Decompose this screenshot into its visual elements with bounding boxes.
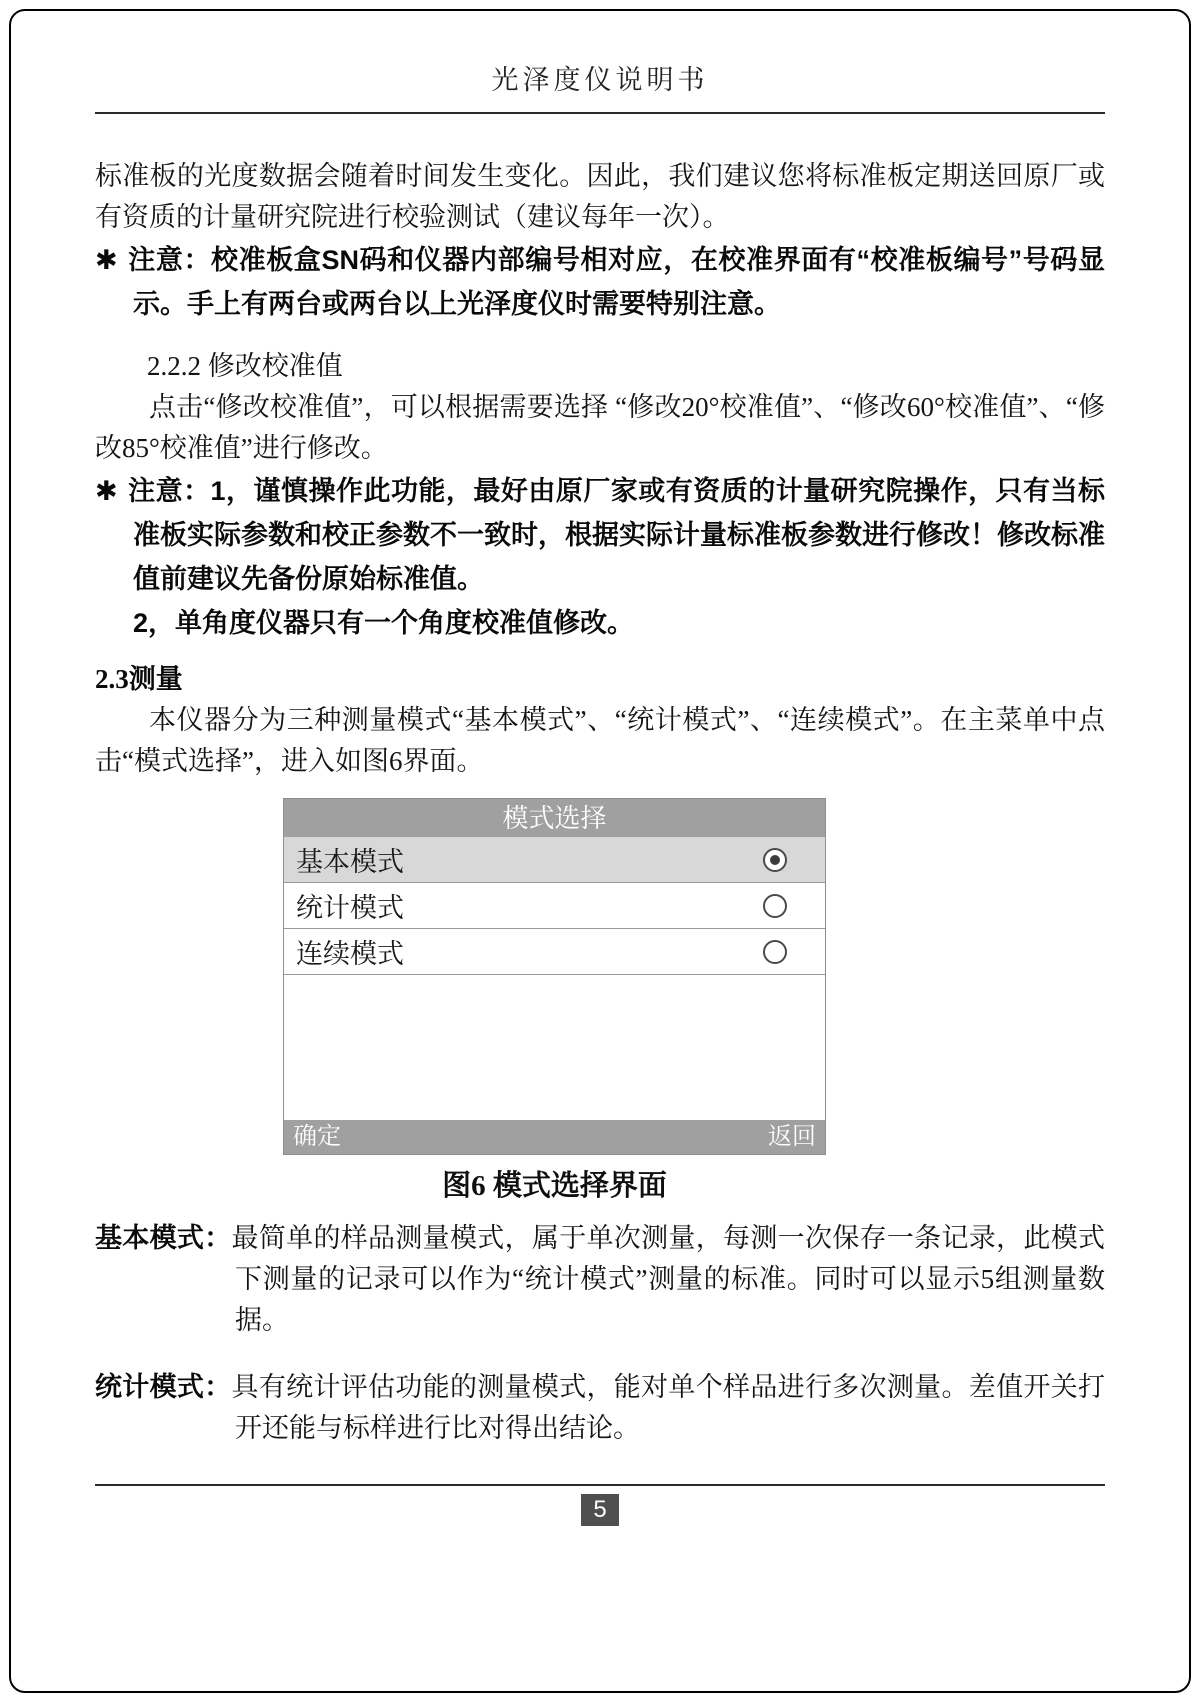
header-divider	[95, 112, 1105, 114]
definition-term: 基本模式：	[95, 1223, 232, 1253]
back-button: 返回	[768, 1123, 816, 1150]
section-2-2-2-heading: 2.2.2 修改校准值	[147, 351, 343, 381]
radio-unselected-icon	[763, 940, 787, 964]
screen-bottombar	[284, 1120, 825, 1154]
para-standard-board: 标准板的光度数据会随着时间发生变化。因此，我们建议您将标准板定期送回原厂或有资质的计量研究院进行校验测试（建议每年一次）。	[95, 161, 1105, 232]
page-number-wrap	[95, 1494, 1105, 1526]
definition-term: 统计模式：	[95, 1372, 232, 1402]
mode-row-label: 统计模式	[296, 893, 404, 923]
figure-caption: 图6 模式选择界面	[442, 1170, 667, 1202]
definition-desc: 具有统计评估功能的测量模式，能对单个样品进行多次测量。差值开关打开还能与标样进行比对得出结论。	[231, 1372, 1106, 1443]
note-calibration-sn	[95, 238, 1105, 326]
definition-basic-mode	[95, 1218, 1105, 1341]
section-2-3-heading: 2.3测量	[95, 664, 183, 694]
note-modify-warning	[95, 469, 1105, 601]
mode-select-screen-figure	[283, 798, 826, 1155]
note-modify-warning-2: 2，单角度仪器只有一个角度校准值修改。	[133, 608, 635, 638]
mode-row-2	[284, 929, 825, 975]
footer-divider	[95, 1484, 1105, 1486]
page-footer	[95, 1484, 1105, 1526]
radio-selected-icon	[763, 848, 787, 872]
ok-button: 确定	[293, 1123, 341, 1150]
para-modify-calibration: 点击“修改校准值”，可以根据需要选择 “修改20°校准值”、“修改60°校准值”、“修改85°校准值”进行修改。	[95, 392, 1105, 463]
mode-row-label: 基本模式	[296, 847, 404, 877]
definition-statistic-mode	[95, 1367, 1105, 1449]
document-title: 光泽度仪说明书	[491, 65, 709, 95]
note-calibration-sn-text: 注意：校准板盒SN码和仪器内部编号相对应，在校准界面有“校准板编号”号码显示。手上有两台或两台以上光泽度仪时需要特别注意。	[127, 245, 1105, 319]
mode-row-0	[284, 837, 825, 883]
screen-titlebar: 模式选择	[284, 799, 825, 837]
note-modify-warning-text: 注意：1，谨慎操作此功能，最好由原厂家或有资质的计量研究院操作，只有当标准板实际参数和校正参数不一致时，根据实际计量标准板参数进行修改！修改标准值前建议先备份原始标准值。	[127, 476, 1105, 594]
page-number-badge: 5	[581, 1494, 619, 1526]
note-star-icon: ✱	[95, 476, 118, 506]
mode-row-label: 连续模式	[296, 939, 404, 969]
radio-unselected-icon	[763, 894, 787, 918]
screen-empty-area	[284, 975, 825, 1120]
para-measure-modes: 本仪器分为三种测量模式“基本模式”、“统计模式”、“连续模式”。在主菜单中点击“模式选择”，进入如图6界面。	[95, 705, 1105, 776]
mode-row-1	[284, 883, 825, 929]
note-star-icon: ✱	[95, 245, 118, 275]
definition-desc: 最简单的样品测量模式，属于单次测量，每测一次保存一条记录，此模式下测量的记录可以作为“统计模式”测量的标准。同时可以显示5组测量数据。	[231, 1223, 1106, 1335]
